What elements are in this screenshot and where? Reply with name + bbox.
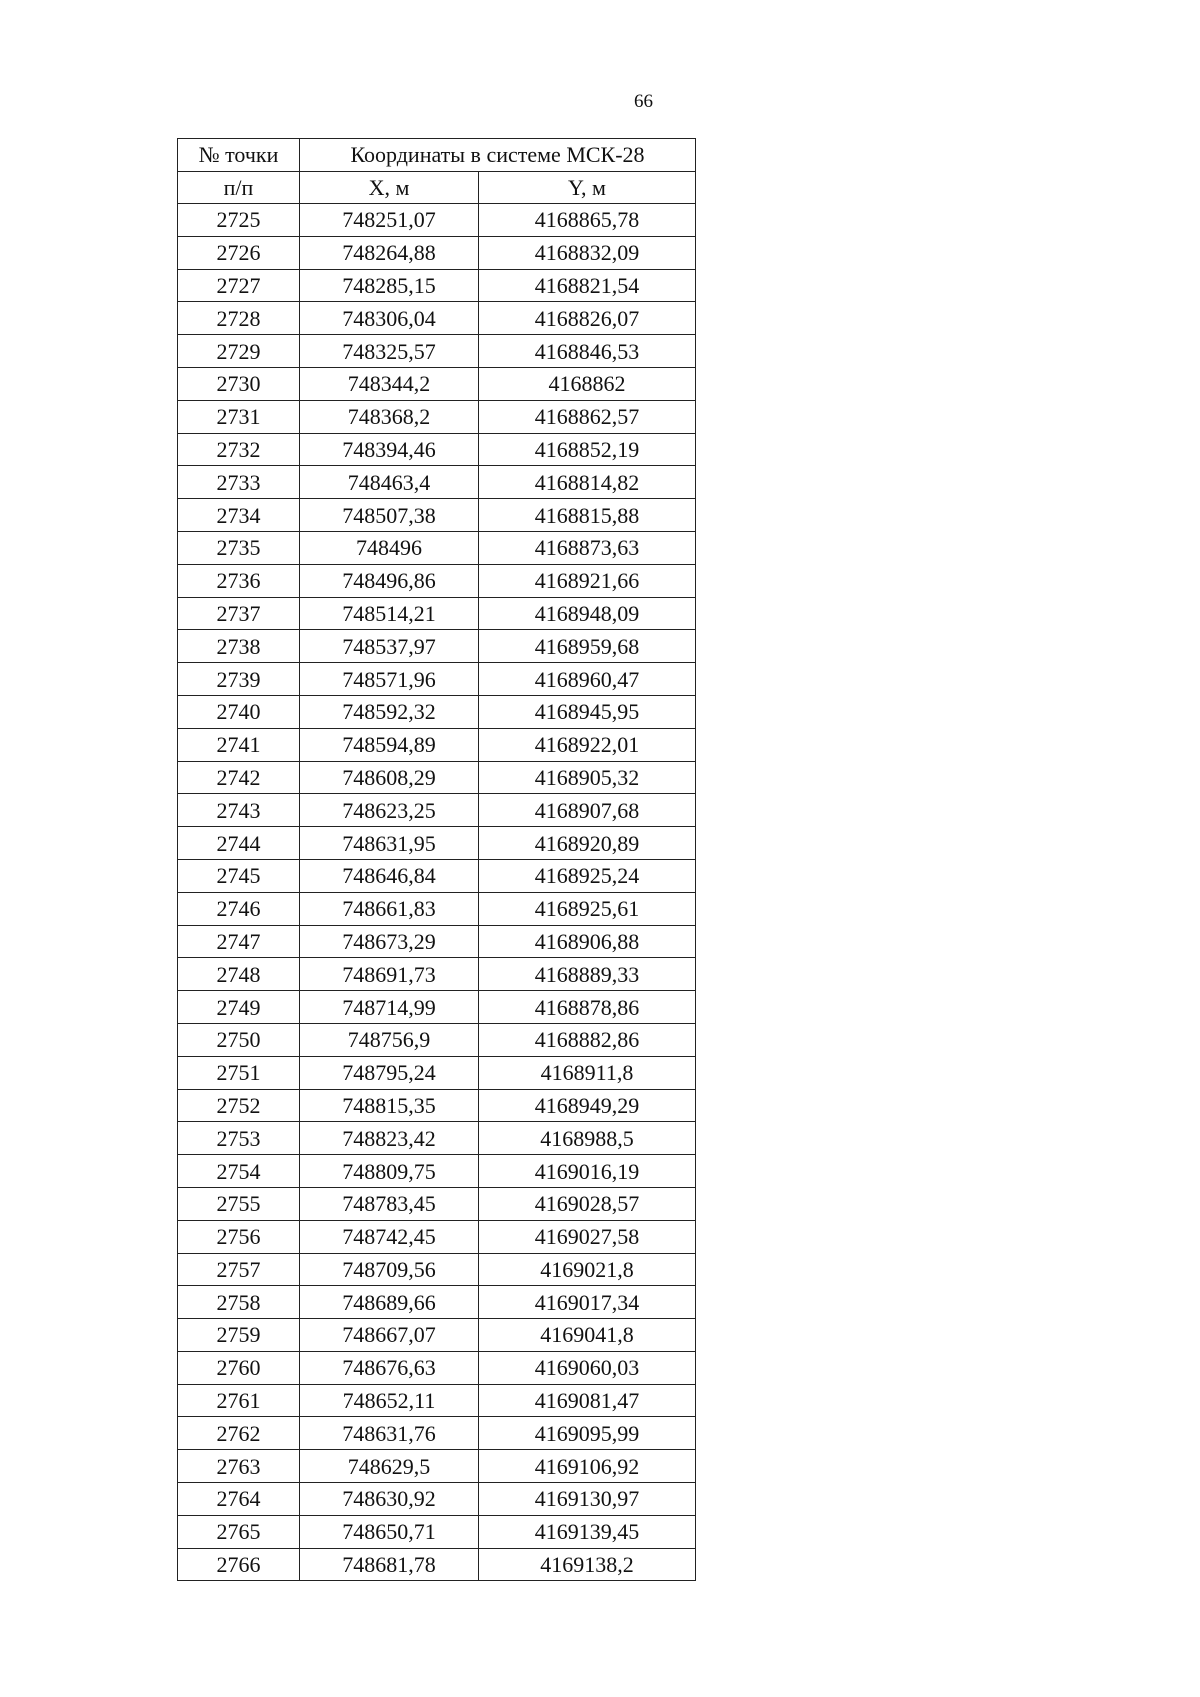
table-row xyxy=(178,1220,696,1253)
cell-x: 748394,46 xyxy=(300,433,479,466)
cell-x: 748783,45 xyxy=(300,1187,479,1220)
table-row xyxy=(178,1483,696,1516)
cell-point-number: 2742 xyxy=(178,761,300,794)
cell-y: 4169028,57 xyxy=(479,1187,696,1220)
cell-y: 4168873,63 xyxy=(479,531,696,564)
table-row xyxy=(178,630,696,663)
cell-x: 748285,15 xyxy=(300,269,479,302)
cell-point-number: 2750 xyxy=(178,1023,300,1056)
cell-x: 748631,76 xyxy=(300,1417,479,1450)
cell-x: 748623,25 xyxy=(300,794,479,827)
cell-x: 748689,66 xyxy=(300,1286,479,1319)
cell-point-number: 2732 xyxy=(178,433,300,466)
cell-point-number: 2748 xyxy=(178,958,300,991)
cell-x: 748514,21 xyxy=(300,597,479,630)
table-row xyxy=(178,1122,696,1155)
coordinates-table xyxy=(177,138,696,1581)
table-row xyxy=(178,335,696,368)
table-row xyxy=(178,531,696,564)
cell-y: 4168905,32 xyxy=(479,761,696,794)
cell-point-number: 2749 xyxy=(178,991,300,1024)
cell-y: 4169041,8 xyxy=(479,1319,696,1352)
cell-x: 748631,95 xyxy=(300,827,479,860)
cell-point-number: 2754 xyxy=(178,1155,300,1188)
cell-y: 4168862 xyxy=(479,367,696,400)
table-row xyxy=(178,991,696,1024)
cell-point-number: 2765 xyxy=(178,1515,300,1548)
cell-y: 4168959,68 xyxy=(479,630,696,663)
cell-y: 4168925,61 xyxy=(479,892,696,925)
cell-x: 748264,88 xyxy=(300,236,479,269)
cell-x: 748463,4 xyxy=(300,466,479,499)
table-row xyxy=(178,1450,696,1483)
cell-y: 4168846,53 xyxy=(479,335,696,368)
cell-x: 748681,78 xyxy=(300,1548,479,1581)
cell-x: 748629,5 xyxy=(300,1450,479,1483)
cell-x: 748344,2 xyxy=(300,367,479,400)
cell-point-number: 2746 xyxy=(178,892,300,925)
cell-y: 4168949,29 xyxy=(479,1089,696,1122)
table-row xyxy=(178,761,696,794)
cell-y: 4168821,54 xyxy=(479,269,696,302)
cell-point-number: 2751 xyxy=(178,1056,300,1089)
cell-point-number: 2734 xyxy=(178,499,300,532)
table-row xyxy=(178,827,696,860)
cell-y: 4168948,09 xyxy=(479,597,696,630)
cell-point-number: 2727 xyxy=(178,269,300,302)
table-row xyxy=(178,1351,696,1384)
table-row xyxy=(178,892,696,925)
table-row xyxy=(178,433,696,466)
cell-point-number: 2731 xyxy=(178,400,300,433)
cell-y: 4168922,01 xyxy=(479,728,696,761)
cell-y: 4169081,47 xyxy=(479,1384,696,1417)
cell-point-number: 2766 xyxy=(178,1548,300,1581)
cell-point-number: 2729 xyxy=(178,335,300,368)
table-row xyxy=(178,958,696,991)
table-header xyxy=(178,139,696,204)
cell-point-number: 2738 xyxy=(178,630,300,663)
cell-x: 748571,96 xyxy=(300,663,479,696)
table-row xyxy=(178,1023,696,1056)
table-row xyxy=(178,1089,696,1122)
cell-point-number: 2747 xyxy=(178,925,300,958)
cell-y: 4168925,24 xyxy=(479,859,696,892)
cell-y: 4169060,03 xyxy=(479,1351,696,1384)
cell-point-number: 2739 xyxy=(178,663,300,696)
cell-y: 4168832,09 xyxy=(479,236,696,269)
cell-point-number: 2760 xyxy=(178,1351,300,1384)
cell-point-number: 2763 xyxy=(178,1450,300,1483)
cell-y: 4168911,8 xyxy=(479,1056,696,1089)
cell-x: 748667,07 xyxy=(300,1319,479,1352)
table-row xyxy=(178,204,696,237)
cell-point-number: 2743 xyxy=(178,794,300,827)
cell-x: 748251,07 xyxy=(300,204,479,237)
table-row xyxy=(178,663,696,696)
cell-y: 4169106,92 xyxy=(479,1450,696,1483)
cell-x: 748325,57 xyxy=(300,335,479,368)
table-row xyxy=(178,499,696,532)
cell-point-number: 2755 xyxy=(178,1187,300,1220)
table-row xyxy=(178,597,696,630)
table-row xyxy=(178,1187,696,1220)
table-row xyxy=(178,859,696,892)
cell-y: 4169017,34 xyxy=(479,1286,696,1319)
table-row xyxy=(178,1286,696,1319)
cell-y: 4168815,88 xyxy=(479,499,696,532)
cell-x: 748306,04 xyxy=(300,302,479,335)
cell-x: 748537,97 xyxy=(300,630,479,663)
table-row xyxy=(178,1515,696,1548)
cell-y: 4168906,88 xyxy=(479,925,696,958)
cell-x: 748709,56 xyxy=(300,1253,479,1286)
table-row xyxy=(178,367,696,400)
cell-y: 4168907,68 xyxy=(479,794,696,827)
cell-x: 748368,2 xyxy=(300,400,479,433)
cell-y: 4168862,57 xyxy=(479,400,696,433)
cell-y: 4169016,19 xyxy=(479,1155,696,1188)
cell-point-number: 2762 xyxy=(178,1417,300,1450)
cell-x: 748592,32 xyxy=(300,695,479,728)
table-row xyxy=(178,1319,696,1352)
cell-point-number: 2744 xyxy=(178,827,300,860)
cell-x: 748815,35 xyxy=(300,1089,479,1122)
cell-point-number: 2757 xyxy=(178,1253,300,1286)
cell-point-number: 2764 xyxy=(178,1483,300,1516)
header-coords-group: Координаты в системе МСК-28 xyxy=(300,139,696,172)
cell-point-number: 2740 xyxy=(178,695,300,728)
cell-y: 4169021,8 xyxy=(479,1253,696,1286)
header-point-number: № точки xyxy=(178,139,300,172)
cell-point-number: 2730 xyxy=(178,367,300,400)
cell-y: 4169138,2 xyxy=(479,1548,696,1581)
table-row xyxy=(178,1417,696,1450)
cell-y: 4168988,5 xyxy=(479,1122,696,1155)
table-row xyxy=(178,1548,696,1581)
cell-point-number: 2726 xyxy=(178,236,300,269)
cell-y: 4168882,86 xyxy=(479,1023,696,1056)
page-number: 66 xyxy=(634,91,653,112)
table-row xyxy=(178,466,696,499)
cell-x: 748809,75 xyxy=(300,1155,479,1188)
cell-y: 4169139,45 xyxy=(479,1515,696,1548)
header-point-sub: п/п xyxy=(178,171,300,204)
cell-point-number: 2758 xyxy=(178,1286,300,1319)
table-row xyxy=(178,269,696,302)
cell-x: 748650,71 xyxy=(300,1515,479,1548)
cell-x: 748691,73 xyxy=(300,958,479,991)
cell-x: 748795,24 xyxy=(300,1056,479,1089)
table-row xyxy=(178,236,696,269)
table-row xyxy=(178,302,696,335)
cell-y: 4168814,82 xyxy=(479,466,696,499)
table-row xyxy=(178,794,696,827)
cell-point-number: 2752 xyxy=(178,1089,300,1122)
cell-x: 748661,83 xyxy=(300,892,479,925)
cell-point-number: 2737 xyxy=(178,597,300,630)
cell-point-number: 2725 xyxy=(178,204,300,237)
cell-point-number: 2756 xyxy=(178,1220,300,1253)
cell-x: 748714,99 xyxy=(300,991,479,1024)
cell-x: 748742,45 xyxy=(300,1220,479,1253)
cell-x: 748823,42 xyxy=(300,1122,479,1155)
cell-x: 748594,89 xyxy=(300,728,479,761)
table-row xyxy=(178,400,696,433)
cell-y: 4168945,95 xyxy=(479,695,696,728)
cell-x: 748756,9 xyxy=(300,1023,479,1056)
cell-point-number: 2753 xyxy=(178,1122,300,1155)
cell-y: 4168889,33 xyxy=(479,958,696,991)
cell-x: 748652,11 xyxy=(300,1384,479,1417)
cell-y: 4169095,99 xyxy=(479,1417,696,1450)
cell-y: 4168852,19 xyxy=(479,433,696,466)
table-row xyxy=(178,925,696,958)
cell-x: 748646,84 xyxy=(300,859,479,892)
cell-y: 4169130,97 xyxy=(479,1483,696,1516)
cell-x: 748496 xyxy=(300,531,479,564)
cell-y: 4168878,86 xyxy=(479,991,696,1024)
cell-point-number: 2741 xyxy=(178,728,300,761)
table-row xyxy=(178,695,696,728)
cell-y: 4168865,78 xyxy=(479,204,696,237)
cell-point-number: 2736 xyxy=(178,564,300,597)
table-row xyxy=(178,1253,696,1286)
cell-x: 748676,63 xyxy=(300,1351,479,1384)
table-row xyxy=(178,564,696,597)
cell-y: 4168826,07 xyxy=(479,302,696,335)
table-body xyxy=(178,204,696,1581)
header-y: Y, м xyxy=(479,171,696,204)
cell-point-number: 2735 xyxy=(178,531,300,564)
cell-y: 4168921,66 xyxy=(479,564,696,597)
cell-point-number: 2733 xyxy=(178,466,300,499)
table-row xyxy=(178,1155,696,1188)
cell-x: 748496,86 xyxy=(300,564,479,597)
cell-x: 748507,38 xyxy=(300,499,479,532)
cell-y: 4169027,58 xyxy=(479,1220,696,1253)
cell-y: 4168960,47 xyxy=(479,663,696,696)
cell-y: 4168920,89 xyxy=(479,827,696,860)
cell-point-number: 2759 xyxy=(178,1319,300,1352)
header-x: X, м xyxy=(300,171,479,204)
cell-point-number: 2745 xyxy=(178,859,300,892)
cell-x: 748608,29 xyxy=(300,761,479,794)
cell-point-number: 2761 xyxy=(178,1384,300,1417)
table-row xyxy=(178,728,696,761)
table-row xyxy=(178,1384,696,1417)
cell-x: 748673,29 xyxy=(300,925,479,958)
cell-point-number: 2728 xyxy=(178,302,300,335)
cell-x: 748630,92 xyxy=(300,1483,479,1516)
table-row xyxy=(178,1056,696,1089)
